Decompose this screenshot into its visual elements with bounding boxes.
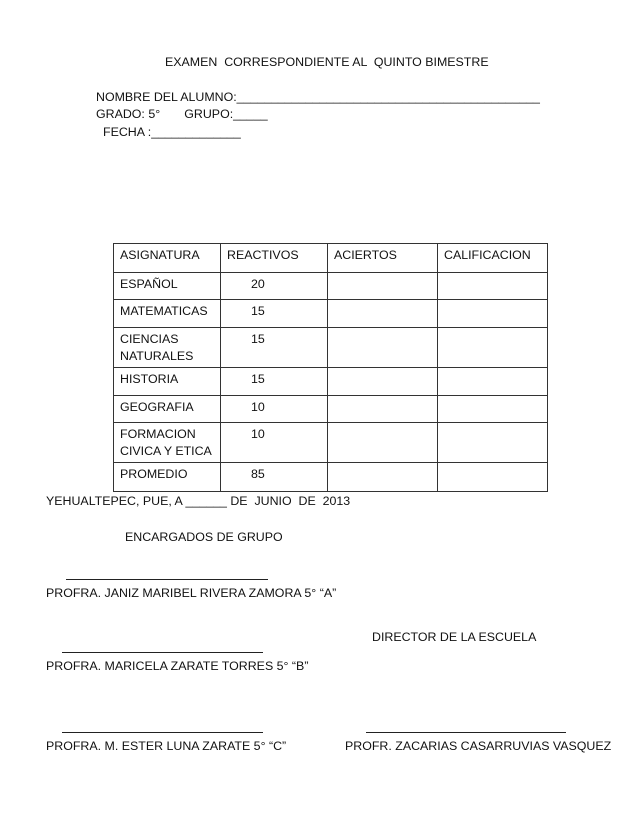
grade-group-field: GRADO: 5° GRUPO:_____: [96, 107, 268, 121]
grade-cell: [438, 368, 548, 396]
grade-cell: [438, 463, 548, 492]
subject-cell: MATEMATICAS: [114, 300, 221, 328]
column-header: CALIFICACION: [438, 244, 548, 273]
items-count-cell: 85: [221, 463, 328, 492]
teacher-c-name: PROFRA. M. ESTER LUNA ZARATE 5° “C”: [46, 739, 287, 753]
subject-cell: HISTORIA: [114, 368, 221, 396]
column-header: REACTIVOS: [221, 244, 328, 273]
correct-answers-cell: [328, 273, 438, 300]
director-title: DIRECTOR DE LA ESCUELA: [372, 630, 537, 644]
correct-answers-cell: [328, 328, 438, 368]
column-header: ASIGNATURA: [114, 244, 221, 273]
items-count-cell: 20: [221, 273, 328, 300]
subject-cell: ESPAÑOL: [114, 273, 221, 300]
table-row: [114, 273, 548, 300]
correct-answers-cell: [328, 396, 438, 423]
table-header-row: [114, 244, 548, 273]
subject-cell: GEOGRAFIA: [114, 396, 221, 423]
date-field: FECHA :_____________: [103, 125, 241, 139]
grade-cell: [438, 300, 548, 328]
table-row: [114, 396, 548, 423]
student-name-field: NOMBRE DEL ALUMNO:____________________________________________: [96, 90, 540, 104]
table-row: [114, 300, 548, 328]
signature-line-c: [62, 732, 263, 733]
place-date-line: YEHUALTEPEC, PUE, A ______ DE JUNIO DE 2013: [46, 494, 351, 508]
subject-cell: PROMEDIO: [114, 463, 221, 492]
grades-table-body: [114, 244, 548, 492]
exam-title: EXAMEN CORRESPONDIENTE AL QUINTO BIMESTRE: [165, 55, 489, 69]
items-count-cell: 15: [221, 328, 328, 368]
signature-line-a: [66, 579, 268, 580]
correct-answers-cell: [328, 300, 438, 328]
items-count-cell: 15: [221, 300, 328, 328]
teacher-a-name: PROFRA. JANIZ MARIBEL RIVERA ZAMORA 5° “A”: [46, 586, 337, 600]
table-row: [114, 463, 548, 492]
director-name: PROFR. ZACARIAS CASARRUVIAS VASQUEZ: [345, 739, 612, 753]
grade-cell: [438, 423, 548, 463]
grade-cell: [438, 273, 548, 300]
items-count-cell: 10: [221, 396, 328, 423]
items-count-cell: 10: [221, 423, 328, 463]
grade-cell: [438, 396, 548, 423]
correct-answers-cell: [328, 368, 438, 396]
signature-line-b: [62, 652, 263, 653]
grade-cell: [438, 328, 548, 368]
table-row: [114, 328, 548, 368]
grades-table: [113, 243, 548, 492]
teacher-b-name: PROFRA. MARICELA ZARATE TORRES 5° “B”: [46, 659, 309, 673]
items-count-cell: 15: [221, 368, 328, 396]
correct-answers-cell: [328, 463, 438, 492]
table-row: [114, 368, 548, 396]
correct-answers-cell: [328, 423, 438, 463]
group-managers-heading: ENCARGADOS DE GRUPO: [125, 530, 283, 544]
column-header: ACIERTOS: [328, 244, 438, 273]
table-row: [114, 423, 548, 463]
subject-cell: FORMACION CIVICA Y ETICA: [114, 423, 221, 463]
signature-line-director: [366, 732, 566, 733]
subject-cell: CIENCIAS NATURALES: [114, 328, 221, 368]
